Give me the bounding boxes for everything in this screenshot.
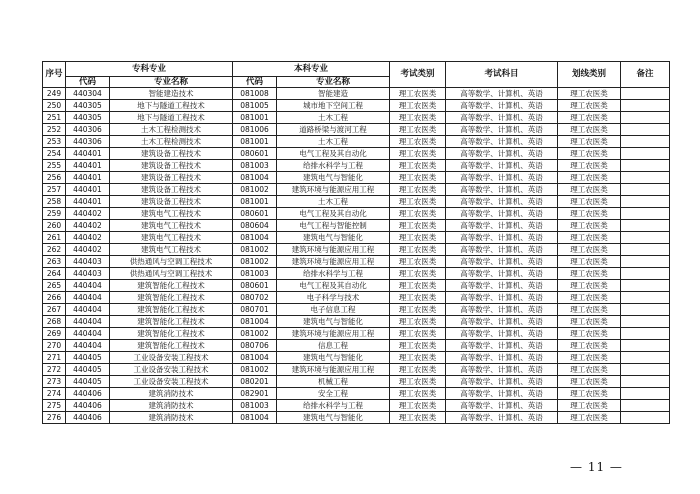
cell-line-type: 理工农医类	[558, 196, 621, 208]
cell-zk-name: 工业设备安装工程技术	[110, 352, 233, 364]
cell-bk-code: 081004	[233, 232, 277, 244]
cell-exam-type: 理工农医类	[390, 316, 446, 328]
cell-bk-code: 080706	[233, 340, 277, 352]
cell-exam-type: 理工农医类	[390, 172, 446, 184]
cell-bk-name: 电气工程与智能控制	[277, 220, 390, 232]
cell-zk-name: 智能建造技术	[110, 88, 233, 100]
cell-bk-name: 建筑电气与智能化	[277, 412, 390, 424]
cell-bk-name: 建筑电气与智能化	[277, 316, 390, 328]
cell-exam-subjects: 高等数学、计算机、英语	[446, 160, 558, 172]
cell-zk-code: 440304	[66, 88, 110, 100]
cell-zk-name: 工业设备安装工程技术	[110, 376, 233, 388]
cell-bk-code: 081001	[233, 136, 277, 148]
cell-remark	[621, 232, 670, 244]
cell-zk-code: 440405	[66, 376, 110, 388]
header-benke: 本科专业	[233, 62, 390, 77]
cell-bk-name: 给排水科学与工程	[277, 160, 390, 172]
cell-line-type: 理工农医类	[558, 364, 621, 376]
cell-exam-type: 理工农医类	[390, 232, 446, 244]
cell-exam-type: 理工农医类	[390, 148, 446, 160]
cell-seq: 262	[43, 244, 66, 256]
cell-exam-subjects: 高等数学、计算机、英语	[446, 364, 558, 376]
cell-seq: 272	[43, 364, 66, 376]
cell-remark	[621, 268, 670, 280]
cell-seq: 264	[43, 268, 66, 280]
cell-remark	[621, 88, 670, 100]
cell-seq: 251	[43, 112, 66, 124]
cell-line-type: 理工农医类	[558, 184, 621, 196]
cell-exam-subjects: 高等数学、计算机、英语	[446, 292, 558, 304]
cell-zk-code: 440401	[66, 160, 110, 172]
cell-bk-name: 建筑环境与能源应用工程	[277, 244, 390, 256]
cell-zk-name: 土木工程检测技术	[110, 136, 233, 148]
cell-bk-name: 给排水科学与工程	[277, 400, 390, 412]
cell-bk-name: 电子信息工程	[277, 304, 390, 316]
cell-zk-code: 440306	[66, 124, 110, 136]
table-row	[43, 412, 670, 424]
header-zhuanke: 专科专业	[66, 62, 233, 77]
cell-zk-code: 440404	[66, 340, 110, 352]
cell-seq: 274	[43, 388, 66, 400]
cell-bk-name: 机械工程	[277, 376, 390, 388]
cell-exam-subjects: 高等数学、计算机、英语	[446, 340, 558, 352]
cell-exam-subjects: 高等数学、计算机、英语	[446, 112, 558, 124]
cell-exam-subjects: 高等数学、计算机、英语	[446, 136, 558, 148]
cell-remark	[621, 304, 670, 316]
cell-remark	[621, 316, 670, 328]
cell-zk-name: 建筑消防技术	[110, 388, 233, 400]
cell-bk-name: 道路桥梁与渡河工程	[277, 124, 390, 136]
cell-seq: 271	[43, 352, 66, 364]
cell-line-type: 理工农医类	[558, 352, 621, 364]
table-row	[43, 172, 670, 184]
cell-exam-type: 理工农医类	[390, 412, 446, 424]
cell-exam-type: 理工农医类	[390, 136, 446, 148]
table-row	[43, 160, 670, 172]
table-row	[43, 232, 670, 244]
header-seq: 序号	[43, 62, 66, 88]
cell-bk-name: 建筑环境与能源应用工程	[277, 256, 390, 268]
cell-exam-subjects: 高等数学、计算机、英语	[446, 280, 558, 292]
cell-bk-code: 081003	[233, 160, 277, 172]
cell-bk-code: 081005	[233, 100, 277, 112]
cell-exam-subjects: 高等数学、计算机、英语	[446, 244, 558, 256]
cell-remark	[621, 412, 670, 424]
cell-bk-code: 081003	[233, 400, 277, 412]
cell-zk-code: 440401	[66, 172, 110, 184]
cell-seq: 252	[43, 124, 66, 136]
cell-exam-subjects: 高等数学、计算机、英语	[446, 88, 558, 100]
cell-exam-type: 理工农医类	[390, 352, 446, 364]
cell-exam-subjects: 高等数学、计算机、英语	[446, 412, 558, 424]
cell-exam-type: 理工农医类	[390, 100, 446, 112]
cell-exam-type: 理工农医类	[390, 292, 446, 304]
table-row	[43, 124, 670, 136]
cell-bk-code: 081004	[233, 352, 277, 364]
cell-exam-subjects: 高等数学、计算机、英语	[446, 148, 558, 160]
cell-exam-type: 理工农医类	[390, 184, 446, 196]
cell-bk-code: 080601	[233, 148, 277, 160]
cell-seq: 253	[43, 136, 66, 148]
cell-remark	[621, 244, 670, 256]
cell-zk-name: 地下与隧道工程技术	[110, 112, 233, 124]
table-row	[43, 196, 670, 208]
cell-exam-subjects: 高等数学、计算机、英语	[446, 388, 558, 400]
header-bk-name: 专业名称	[277, 77, 390, 88]
major-mapping-table	[42, 61, 670, 424]
cell-exam-type: 理工农医类	[390, 304, 446, 316]
table-row	[43, 112, 670, 124]
cell-seq: 268	[43, 316, 66, 328]
cell-seq: 267	[43, 304, 66, 316]
cell-zk-code: 440402	[66, 208, 110, 220]
cell-line-type: 理工农医类	[558, 148, 621, 160]
cell-remark	[621, 136, 670, 148]
cell-exam-type: 理工农医类	[390, 220, 446, 232]
cell-exam-type: 理工农医类	[390, 244, 446, 256]
cell-bk-code: 081002	[233, 244, 277, 256]
cell-line-type: 理工农医类	[558, 256, 621, 268]
cell-exam-subjects: 高等数学、计算机、英语	[446, 316, 558, 328]
cell-bk-name: 建筑环境与能源应用工程	[277, 184, 390, 196]
cell-zk-code: 440406	[66, 400, 110, 412]
cell-zk-name: 建筑智能化工程技术	[110, 328, 233, 340]
cell-bk-code: 081001	[233, 112, 277, 124]
cell-zk-name: 工业设备安装工程技术	[110, 364, 233, 376]
cell-bk-code: 081006	[233, 124, 277, 136]
cell-exam-type: 理工农医类	[390, 376, 446, 388]
cell-bk-code: 080604	[233, 220, 277, 232]
cell-seq: 266	[43, 292, 66, 304]
table-row	[43, 352, 670, 364]
cell-remark	[621, 352, 670, 364]
cell-bk-name: 电气工程及其自动化	[277, 280, 390, 292]
cell-bk-name: 建筑电气与智能化	[277, 352, 390, 364]
header-exam-type: 考试类别	[390, 62, 446, 88]
table-row	[43, 256, 670, 268]
cell-exam-subjects: 高等数学、计算机、英语	[446, 328, 558, 340]
cell-zk-code: 440402	[66, 244, 110, 256]
cell-bk-name: 土木工程	[277, 196, 390, 208]
cell-zk-name: 建筑电气工程技术	[110, 232, 233, 244]
table-row	[43, 280, 670, 292]
cell-remark	[621, 172, 670, 184]
cell-bk-code: 080701	[233, 304, 277, 316]
cell-exam-type: 理工农医类	[390, 340, 446, 352]
cell-zk-name: 建筑智能化工程技术	[110, 280, 233, 292]
table-header	[43, 62, 670, 88]
table-row	[43, 292, 670, 304]
cell-bk-code: 080201	[233, 376, 277, 388]
cell-bk-code: 081002	[233, 328, 277, 340]
cell-seq: 250	[43, 100, 66, 112]
cell-exam-type: 理工农医类	[390, 208, 446, 220]
cell-remark	[621, 208, 670, 220]
cell-seq: 265	[43, 280, 66, 292]
cell-zk-code: 440404	[66, 280, 110, 292]
table-row	[43, 88, 670, 100]
cell-bk-name: 建筑环境与能源应用工程	[277, 328, 390, 340]
header-line-type: 划线类别	[558, 62, 621, 88]
table-row	[43, 136, 670, 148]
cell-remark	[621, 220, 670, 232]
table-row	[43, 328, 670, 340]
cell-zk-name: 建筑设备工程技术	[110, 172, 233, 184]
cell-seq: 259	[43, 208, 66, 220]
cell-exam-type: 理工农医类	[390, 88, 446, 100]
cell-zk-code: 440401	[66, 148, 110, 160]
cell-zk-name: 建筑设备工程技术	[110, 160, 233, 172]
cell-bk-code: 080601	[233, 280, 277, 292]
cell-line-type: 理工农医类	[558, 232, 621, 244]
cell-line-type: 理工农医类	[558, 376, 621, 388]
cell-line-type: 理工农医类	[558, 328, 621, 340]
cell-exam-type: 理工农医类	[390, 160, 446, 172]
cell-exam-subjects: 高等数学、计算机、英语	[446, 256, 558, 268]
cell-exam-subjects: 高等数学、计算机、英语	[446, 124, 558, 136]
cell-zk-name: 供热通风与空调工程技术	[110, 268, 233, 280]
cell-seq: 270	[43, 340, 66, 352]
cell-zk-code: 440404	[66, 292, 110, 304]
cell-exam-type: 理工农医类	[390, 388, 446, 400]
table-row	[43, 100, 670, 112]
cell-exam-subjects: 高等数学、计算机、英语	[446, 172, 558, 184]
header-zk-code: 代码	[66, 77, 110, 88]
cell-bk-name: 土木工程	[277, 136, 390, 148]
cell-remark	[621, 340, 670, 352]
cell-zk-code: 440306	[66, 136, 110, 148]
cell-remark	[621, 112, 670, 124]
cell-remark	[621, 292, 670, 304]
cell-zk-code: 440403	[66, 256, 110, 268]
cell-line-type: 理工农医类	[558, 172, 621, 184]
cell-remark	[621, 184, 670, 196]
header-zk-name: 专业名称	[110, 77, 233, 88]
cell-line-type: 理工农医类	[558, 400, 621, 412]
cell-exam-subjects: 高等数学、计算机、英语	[446, 352, 558, 364]
table-row	[43, 376, 670, 388]
page-number: — 11 —	[570, 460, 623, 474]
cell-bk-code: 081002	[233, 256, 277, 268]
cell-bk-name: 智能建造	[277, 88, 390, 100]
cell-exam-subjects: 高等数学、计算机、英语	[446, 400, 558, 412]
cell-bk-code: 081004	[233, 412, 277, 424]
cell-zk-code: 440406	[66, 388, 110, 400]
cell-bk-name: 建筑电气与智能化	[277, 172, 390, 184]
cell-bk-name: 电子科学与技术	[277, 292, 390, 304]
table-body	[43, 88, 670, 424]
cell-exam-type: 理工农医类	[390, 364, 446, 376]
cell-zk-name: 建筑消防技术	[110, 400, 233, 412]
cell-seq: 263	[43, 256, 66, 268]
cell-bk-code: 081004	[233, 316, 277, 328]
cell-bk-name: 电气工程及其自动化	[277, 208, 390, 220]
cell-exam-type: 理工农医类	[390, 328, 446, 340]
cell-zk-code: 440403	[66, 268, 110, 280]
cell-line-type: 理工农医类	[558, 124, 621, 136]
cell-bk-name: 土木工程	[277, 112, 390, 124]
cell-line-type: 理工农医类	[558, 304, 621, 316]
cell-bk-name: 城市地下空间工程	[277, 100, 390, 112]
cell-line-type: 理工农医类	[558, 388, 621, 400]
cell-bk-name: 电气工程及其自动化	[277, 148, 390, 160]
cell-seq: 254	[43, 148, 66, 160]
cell-remark	[621, 100, 670, 112]
table-row	[43, 208, 670, 220]
cell-line-type: 理工农医类	[558, 100, 621, 112]
table-row	[43, 268, 670, 280]
cell-zk-code: 440405	[66, 352, 110, 364]
cell-exam-subjects: 高等数学、计算机、英语	[446, 304, 558, 316]
table-row	[43, 340, 670, 352]
cell-seq: 269	[43, 328, 66, 340]
cell-bk-code: 081003	[233, 268, 277, 280]
cell-zk-code: 440404	[66, 316, 110, 328]
cell-line-type: 理工农医类	[558, 316, 621, 328]
cell-zk-name: 建筑电气工程技术	[110, 208, 233, 220]
cell-remark	[621, 364, 670, 376]
cell-bk-code: 081008	[233, 88, 277, 100]
table-row	[43, 148, 670, 160]
cell-bk-code: 080702	[233, 292, 277, 304]
cell-bk-name: 建筑电气与智能化	[277, 232, 390, 244]
cell-bk-code: 081004	[233, 172, 277, 184]
cell-zk-name: 建筑智能化工程技术	[110, 304, 233, 316]
cell-exam-type: 理工农医类	[390, 256, 446, 268]
cell-remark	[621, 160, 670, 172]
cell-zk-code: 440404	[66, 304, 110, 316]
table-row	[43, 244, 670, 256]
cell-exam-type: 理工农医类	[390, 112, 446, 124]
table-row	[43, 220, 670, 232]
table-row	[43, 364, 670, 376]
cell-bk-code: 080601	[233, 208, 277, 220]
cell-exam-type: 理工农医类	[390, 280, 446, 292]
cell-remark	[621, 148, 670, 160]
cell-line-type: 理工农医类	[558, 160, 621, 172]
cell-line-type: 理工农医类	[558, 244, 621, 256]
cell-line-type: 理工农医类	[558, 340, 621, 352]
cell-remark	[621, 280, 670, 292]
cell-zk-code: 440405	[66, 364, 110, 376]
table-row	[43, 400, 670, 412]
cell-zk-code: 440402	[66, 232, 110, 244]
cell-line-type: 理工农医类	[558, 136, 621, 148]
cell-line-type: 理工农医类	[558, 292, 621, 304]
cell-line-type: 理工农医类	[558, 112, 621, 124]
cell-exam-subjects: 高等数学、计算机、英语	[446, 220, 558, 232]
cell-remark	[621, 196, 670, 208]
cell-remark	[621, 256, 670, 268]
cell-line-type: 理工农医类	[558, 208, 621, 220]
cell-zk-name: 建筑设备工程技术	[110, 196, 233, 208]
cell-exam-type: 理工农医类	[390, 400, 446, 412]
cell-line-type: 理工农医类	[558, 88, 621, 100]
cell-exam-subjects: 高等数学、计算机、英语	[446, 268, 558, 280]
cell-exam-subjects: 高等数学、计算机、英语	[446, 184, 558, 196]
cell-zk-name: 建筑消防技术	[110, 412, 233, 424]
cell-bk-code: 081001	[233, 196, 277, 208]
cell-remark	[621, 388, 670, 400]
cell-zk-code: 440401	[66, 196, 110, 208]
cell-bk-code: 082901	[233, 388, 277, 400]
cell-seq: 273	[43, 376, 66, 388]
cell-remark	[621, 328, 670, 340]
cell-exam-subjects: 高等数学、计算机、英语	[446, 208, 558, 220]
cell-seq: 249	[43, 88, 66, 100]
cell-zk-code: 440402	[66, 220, 110, 232]
cell-zk-name: 建筑智能化工程技术	[110, 340, 233, 352]
cell-zk-name: 建筑智能化工程技术	[110, 292, 233, 304]
cell-remark	[621, 376, 670, 388]
header-remark: 备注	[621, 62, 670, 88]
cell-exam-subjects: 高等数学、计算机、英语	[446, 376, 558, 388]
cell-zk-name: 建筑设备工程技术	[110, 148, 233, 160]
cell-seq: 260	[43, 220, 66, 232]
cell-line-type: 理工农医类	[558, 280, 621, 292]
table-row	[43, 388, 670, 400]
cell-zk-name: 建筑设备工程技术	[110, 184, 233, 196]
cell-remark	[621, 400, 670, 412]
cell-seq: 256	[43, 172, 66, 184]
cell-bk-name: 安全工程	[277, 388, 390, 400]
cell-seq: 275	[43, 400, 66, 412]
cell-line-type: 理工农医类	[558, 412, 621, 424]
cell-zk-code: 440401	[66, 184, 110, 196]
cell-bk-name: 建筑环境与能源应用工程	[277, 364, 390, 376]
cell-seq: 257	[43, 184, 66, 196]
table-row	[43, 304, 670, 316]
cell-zk-name: 供热通风与空调工程技术	[110, 256, 233, 268]
cell-zk-name: 地下与隧道工程技术	[110, 100, 233, 112]
header-exam-subjects: 考试科目	[446, 62, 558, 88]
cell-exam-type: 理工农医类	[390, 124, 446, 136]
cell-bk-code: 081002	[233, 184, 277, 196]
cell-line-type: 理工农医类	[558, 268, 621, 280]
cell-exam-subjects: 高等数学、计算机、英语	[446, 100, 558, 112]
cell-bk-code: 081002	[233, 364, 277, 376]
cell-zk-name: 土木工程检测技术	[110, 124, 233, 136]
cell-exam-subjects: 高等数学、计算机、英语	[446, 232, 558, 244]
cell-bk-name: 信息工程	[277, 340, 390, 352]
cell-exam-type: 理工农医类	[390, 196, 446, 208]
cell-bk-name: 给排水科学与工程	[277, 268, 390, 280]
table-row	[43, 316, 670, 328]
cell-remark	[621, 124, 670, 136]
cell-seq: 276	[43, 412, 66, 424]
cell-line-type: 理工农医类	[558, 220, 621, 232]
cell-exam-type: 理工农医类	[390, 268, 446, 280]
header-bk-code: 代码	[233, 77, 277, 88]
cell-zk-code: 440305	[66, 100, 110, 112]
cell-zk-name: 建筑电气工程技术	[110, 220, 233, 232]
cell-zk-name: 建筑电气工程技术	[110, 244, 233, 256]
cell-zk-code: 440305	[66, 112, 110, 124]
cell-zk-code: 440404	[66, 328, 110, 340]
cell-seq: 261	[43, 232, 66, 244]
cell-zk-name: 建筑智能化工程技术	[110, 316, 233, 328]
cell-seq: 255	[43, 160, 66, 172]
cell-zk-code: 440406	[66, 412, 110, 424]
cell-seq: 258	[43, 196, 66, 208]
table-row	[43, 184, 670, 196]
cell-exam-subjects: 高等数学、计算机、英语	[446, 196, 558, 208]
